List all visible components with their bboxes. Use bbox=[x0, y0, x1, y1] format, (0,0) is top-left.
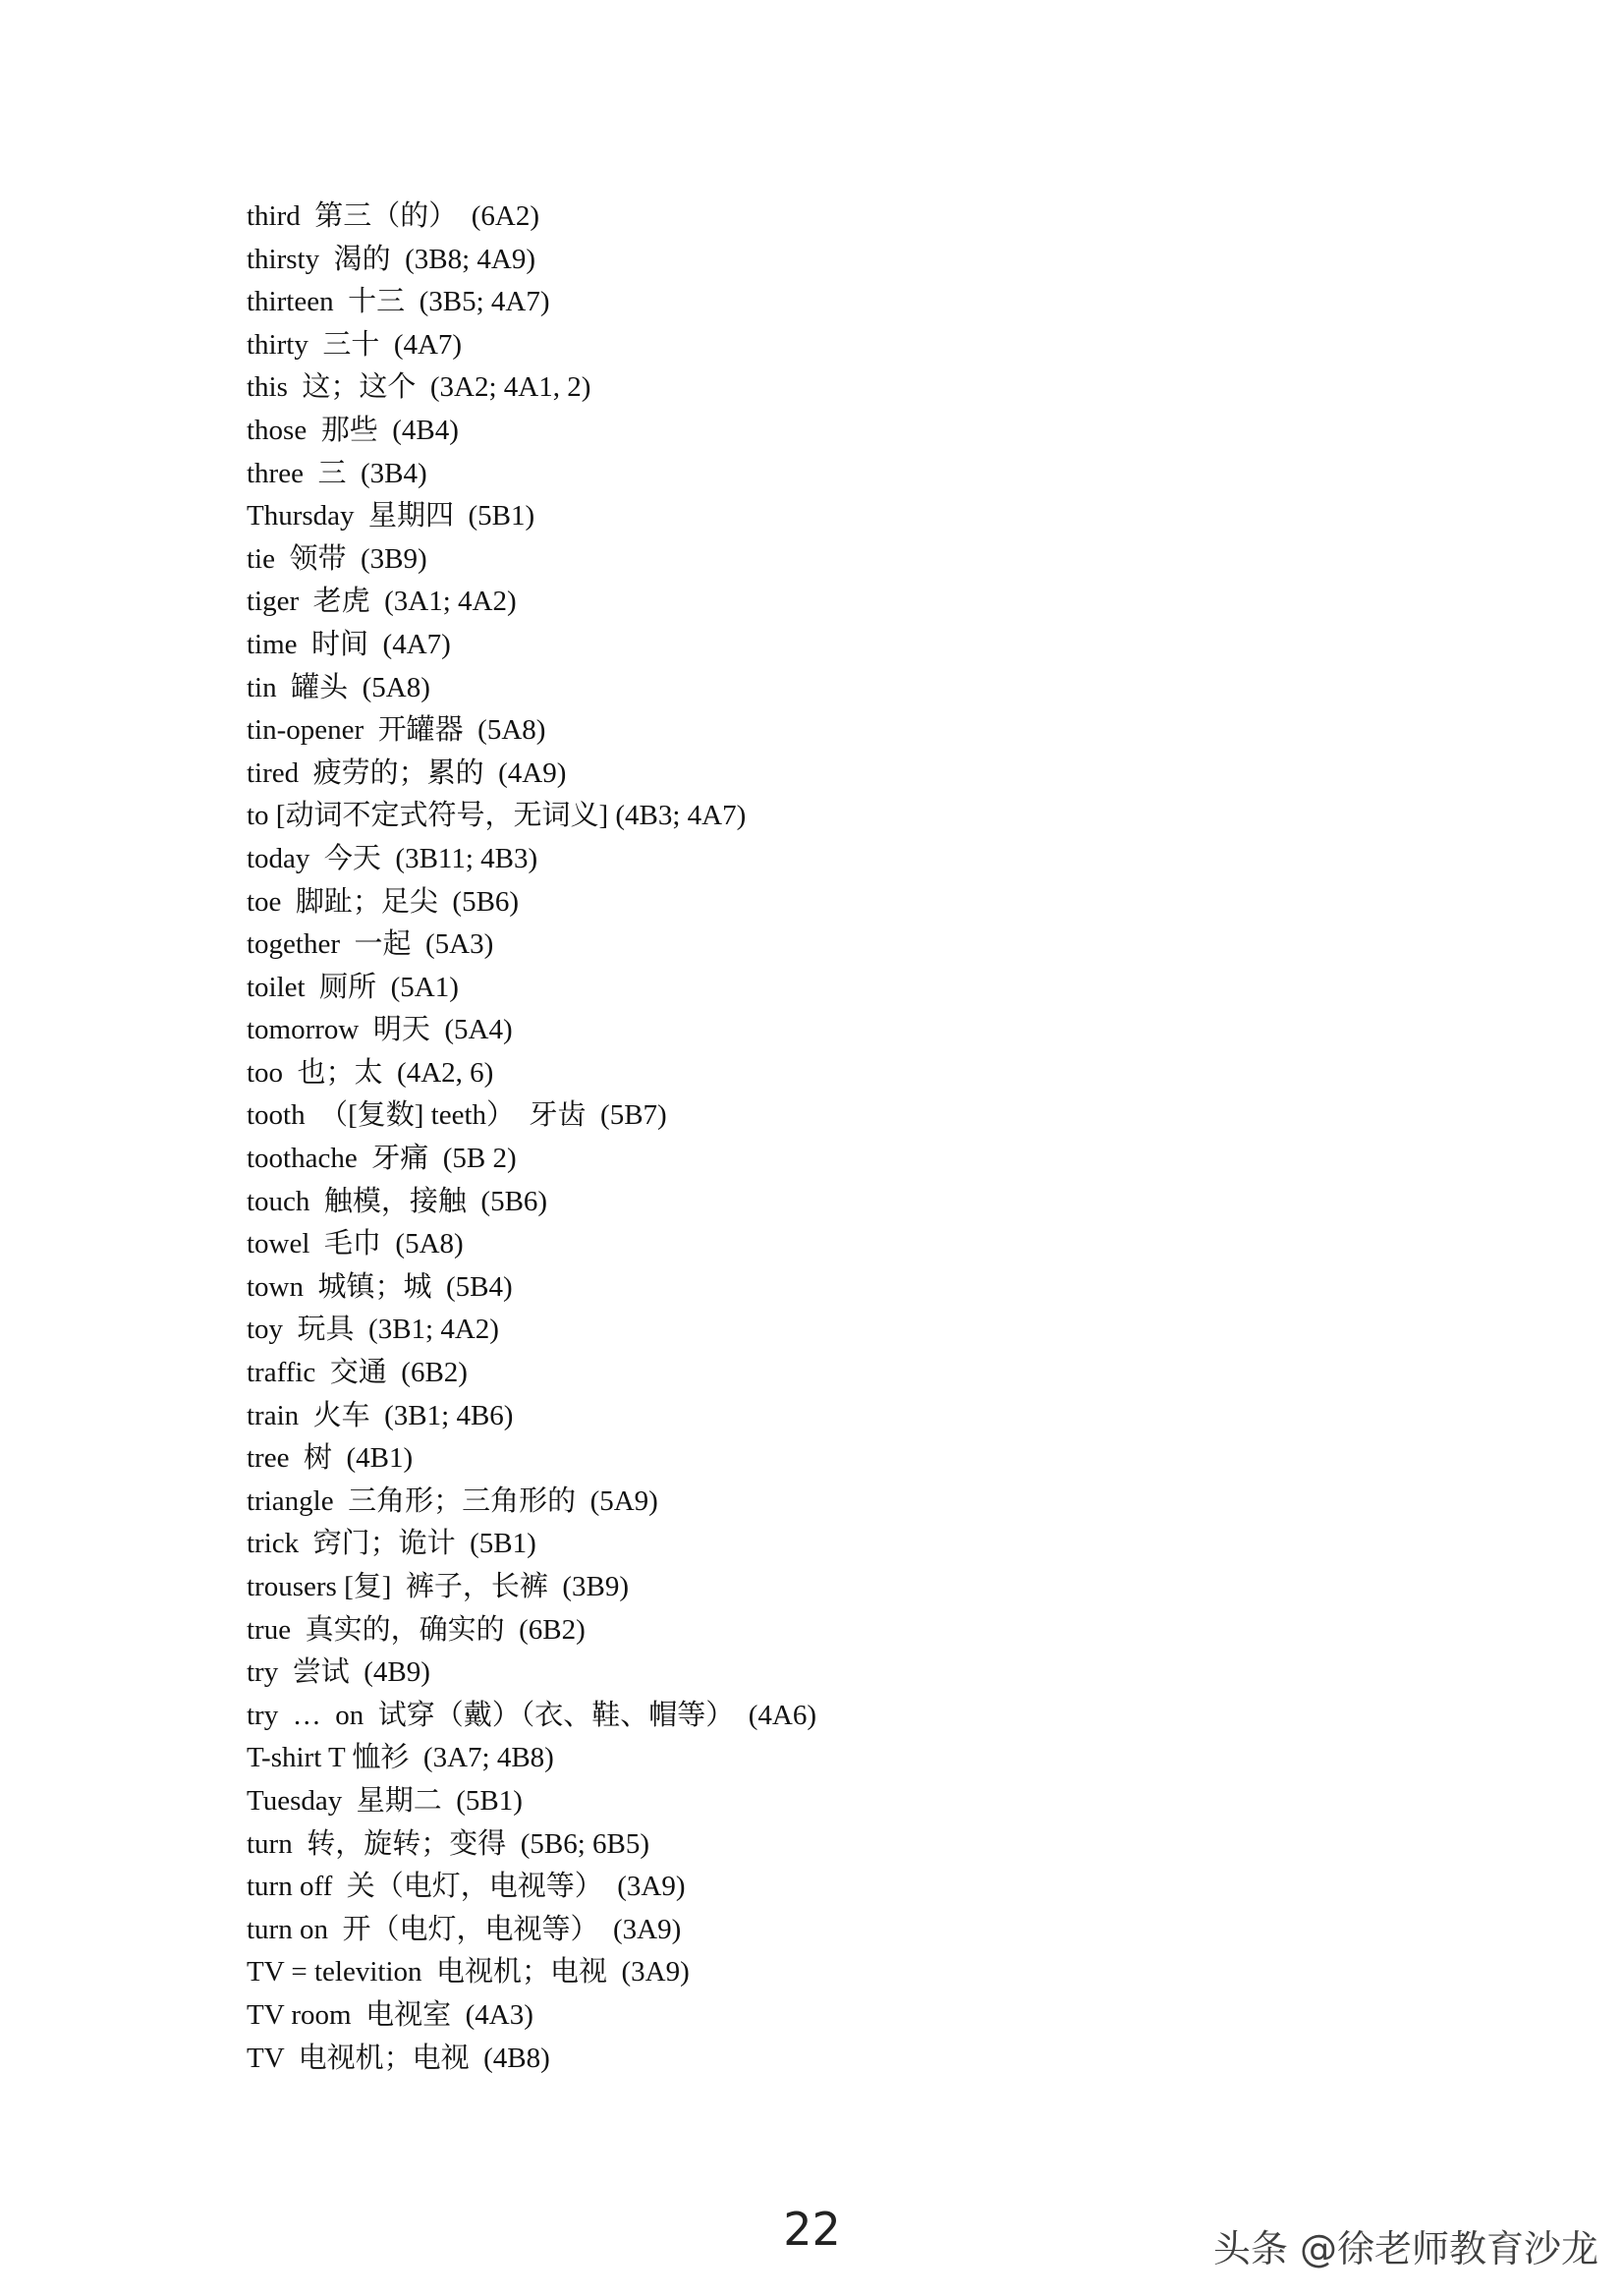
vocab-entry: those 那些 (4B4) bbox=[247, 414, 459, 446]
vocab-entry: tree 树 (4B1) bbox=[247, 1442, 414, 1475]
vocab-entry: time 时间 (4A7) bbox=[247, 628, 451, 660]
vocab-entry: toy 玩具 (3B1; 4A2) bbox=[247, 1314, 499, 1346]
vocabulary-list bbox=[247, 196, 816, 2080]
vocab-entry: tooth （[复数] teeth） 牙齿 (5B7) bbox=[247, 1099, 667, 1132]
vocab-entry: toilet 厕所 (5A1) bbox=[247, 971, 459, 1003]
vocab-entry: try 尝试 (4B9) bbox=[247, 1656, 430, 1689]
vocab-entry: tired 疲劳的；累的 (4A9) bbox=[247, 756, 567, 789]
vocab-entry: turn on 开（电灯，电视等） (3A9) bbox=[247, 1913, 682, 1945]
vocab-entry: Tuesday 星期二 (5B1) bbox=[247, 1784, 523, 1817]
vocab-entry: trick 窍门；诡计 (5B1) bbox=[247, 1528, 536, 1560]
vocab-entry: tie 领带 (3B9) bbox=[247, 542, 427, 575]
vocab-entry: to [动词不定式符号，无词义] (4B3; 4A7) bbox=[247, 800, 747, 832]
vocab-entry: train 火车 (3B1; 4B6) bbox=[247, 1399, 514, 1431]
vocab-entry: true 真实的，确实的 (6B2) bbox=[247, 1613, 586, 1646]
vocab-entry: town 城镇；城 (5B4) bbox=[247, 1270, 513, 1303]
vocab-entry: touch 触模，接触 (5B6) bbox=[247, 1185, 548, 1217]
vocab-entry: TV 电视机；电视 (4B8) bbox=[247, 2042, 550, 2074]
vocab-entry: tin-opener 开罐器 (5A8) bbox=[247, 714, 546, 747]
vocab-entry: toe 脚趾；足尖 (5B6) bbox=[247, 885, 520, 918]
vocab-entry: tiger 老虎 (3A1; 4A2) bbox=[247, 586, 517, 618]
vocab-entry: TV = televition 电视机；电视 (3A9) bbox=[247, 1956, 690, 1988]
vocab-entry: TV room 电视室 (4A3) bbox=[247, 1998, 533, 2031]
vocab-entry: tin 罐头 (5A8) bbox=[247, 671, 430, 703]
vocab-entry: trousers [复] 裤子，长裤 (3B9) bbox=[247, 1571, 630, 1602]
vocab-entry: three 三 (3B4) bbox=[247, 457, 427, 489]
vocab-entry: Thursday 星期四 (5B1) bbox=[247, 500, 535, 532]
vocab-entry: together 一起 (5A3) bbox=[247, 928, 494, 961]
vocab-entry: thirsty 渴的 (3B8; 4A9) bbox=[247, 243, 536, 275]
watermark: 头条 @徐老师教育沙龙 bbox=[1212, 2227, 1598, 2270]
vocab-entry: turn 转，旋转；变得 (5B6; 6B5) bbox=[247, 1827, 650, 1860]
vocab-entry: thirty 三十 (4A7) bbox=[247, 328, 463, 361]
page-number: 22 bbox=[783, 2203, 841, 2256]
vocab-entry: try … on 试穿（戴）（衣、鞋、帽等） (4A6) bbox=[247, 1699, 816, 1731]
vocab-entry: traffic 交通 (6B2) bbox=[247, 1357, 468, 1389]
vocab-entry: tomorrow 明天 (5A4) bbox=[247, 1014, 513, 1046]
vocab-entry: today 今天 (3B11; 4B3) bbox=[247, 842, 538, 874]
vocab-entry: T-shirt T 恤衫 (3A7; 4B8) bbox=[247, 1742, 554, 1774]
vocab-entry: third 第三（的） (6A2) bbox=[247, 200, 540, 232]
vocab-entry: turn off 关（电灯，电视等） (3A9) bbox=[247, 1871, 686, 1903]
vocab-entry: too 也；太 (4A2, 6) bbox=[247, 1056, 494, 1089]
vocab-entry: toothache 牙痛 (5B 2) bbox=[247, 1143, 517, 1175]
vocab-entry: this 这；这个 (3A2; 4A1, 2) bbox=[247, 371, 591, 404]
vocab-entry: triangle 三角形；三角形的 (5A9) bbox=[247, 1484, 658, 1517]
vocab-entry: towel 毛巾 (5A8) bbox=[247, 1228, 464, 1260]
vocab-entry: thirteen 十三 (3B5; 4A7) bbox=[247, 286, 550, 318]
